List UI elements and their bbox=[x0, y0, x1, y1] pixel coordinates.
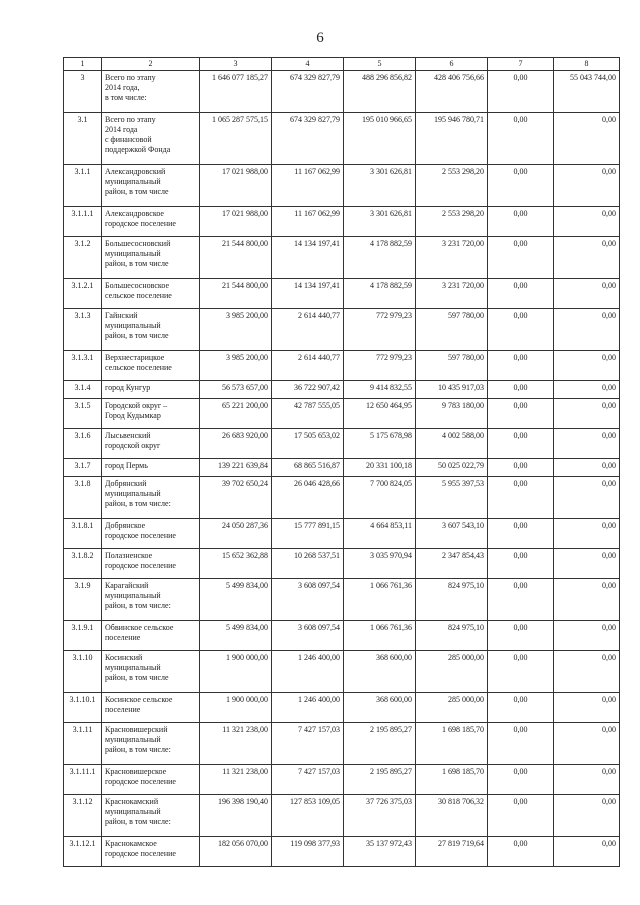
row-number: 3.1.2.1 bbox=[64, 279, 102, 309]
cell-col5: 5 175 678,98 bbox=[344, 429, 416, 459]
cell-col5: 1 066 761,36 bbox=[344, 579, 416, 621]
cell-col4: 3 608 097,54 bbox=[272, 579, 344, 621]
cell-col7: 0,00 bbox=[488, 549, 554, 579]
cell-col6: 27 819 719,64 bbox=[416, 837, 488, 867]
cell-col4: 15 777 891,15 bbox=[272, 519, 344, 549]
row-name: Добрянский муниципальный район, в том числе: bbox=[102, 477, 200, 519]
column-header: 7 bbox=[488, 58, 554, 71]
cell-col4: 14 134 197,41 bbox=[272, 279, 344, 309]
table-row bbox=[64, 399, 620, 429]
cell-col4: 3 608 097,54 bbox=[272, 621, 344, 651]
table-row bbox=[64, 207, 620, 237]
row-name: Всего по этапу 2014 года с финансовой поддержкой Фонда bbox=[102, 113, 200, 165]
cell-col3: 21 544 800,00 bbox=[200, 279, 272, 309]
row-number: 3.1.8 bbox=[64, 477, 102, 519]
cell-col6: 285 000,00 bbox=[416, 693, 488, 723]
cell-col3: 26 683 920,00 bbox=[200, 429, 272, 459]
row-number: 3.1.6 bbox=[64, 429, 102, 459]
table-row bbox=[64, 519, 620, 549]
row-number: 3.1.12.1 bbox=[64, 837, 102, 867]
cell-col3: 15 652 362,88 bbox=[200, 549, 272, 579]
cell-col6: 597 780,00 bbox=[416, 309, 488, 351]
cell-col8: 0,00 bbox=[554, 113, 620, 165]
cell-col7: 0,00 bbox=[488, 621, 554, 651]
cell-col8: 0,00 bbox=[554, 765, 620, 795]
row-number: 3.1.8.1 bbox=[64, 519, 102, 549]
cell-col6: 4 002 588,00 bbox=[416, 429, 488, 459]
cell-col8: 0,00 bbox=[554, 279, 620, 309]
cell-col8: 0,00 bbox=[554, 621, 620, 651]
row-number: 3.1 bbox=[64, 113, 102, 165]
table-row bbox=[64, 651, 620, 693]
cell-col3: 56 573 657,00 bbox=[200, 381, 272, 399]
row-number: 3.1.11 bbox=[64, 723, 102, 765]
row-name: Красновишерское городское поселение bbox=[102, 765, 200, 795]
cell-col5: 20 331 100,18 bbox=[344, 459, 416, 477]
cell-col6: 50 025 022,79 bbox=[416, 459, 488, 477]
row-number: 3.1.10.1 bbox=[64, 693, 102, 723]
cell-col7: 0,00 bbox=[488, 279, 554, 309]
cell-col7: 0,00 bbox=[488, 165, 554, 207]
cell-col6: 597 780,00 bbox=[416, 351, 488, 381]
row-name: Краснокамский муниципальный район, в том числе: bbox=[102, 795, 200, 837]
cell-col5: 2 195 895,27 bbox=[344, 723, 416, 765]
cell-col7: 0,00 bbox=[488, 381, 554, 399]
cell-col5: 37 726 375,03 bbox=[344, 795, 416, 837]
cell-col7: 0,00 bbox=[488, 723, 554, 765]
cell-col8: 0,00 bbox=[554, 165, 620, 207]
row-name: Большесосновское сельское поселение bbox=[102, 279, 200, 309]
cell-col6: 1 698 185,70 bbox=[416, 723, 488, 765]
cell-col4: 68 865 516,87 bbox=[272, 459, 344, 477]
cell-col4: 2 614 440,77 bbox=[272, 351, 344, 381]
row-number: 3.1.9 bbox=[64, 579, 102, 621]
row-name: Всего по этапу 2014 года, в том числе: bbox=[102, 71, 200, 113]
table-row bbox=[64, 579, 620, 621]
cell-col4: 42 787 555,05 bbox=[272, 399, 344, 429]
row-name: Карагайский муниципальный район, в том числе: bbox=[102, 579, 200, 621]
cell-col7: 0,00 bbox=[488, 237, 554, 279]
row-name: город Пермь bbox=[102, 459, 200, 477]
cell-col5: 772 979,23 bbox=[344, 351, 416, 381]
cell-col6: 3 607 543,10 bbox=[416, 519, 488, 549]
cell-col5: 4 178 882,59 bbox=[344, 279, 416, 309]
cell-col6: 3 231 720,00 bbox=[416, 237, 488, 279]
row-name: Краснокамское городское поселение bbox=[102, 837, 200, 867]
cell-col8: 0,00 bbox=[554, 237, 620, 279]
column-header: 4 bbox=[272, 58, 344, 71]
cell-col7: 0,00 bbox=[488, 459, 554, 477]
column-header: 8 bbox=[554, 58, 620, 71]
column-header: 1 bbox=[64, 58, 102, 71]
cell-col5: 12 650 464,95 bbox=[344, 399, 416, 429]
cell-col3: 3 985 200,00 bbox=[200, 309, 272, 351]
cell-col4: 17 505 653,02 bbox=[272, 429, 344, 459]
cell-col4: 36 722 907,42 bbox=[272, 381, 344, 399]
cell-col6: 10 435 917,03 bbox=[416, 381, 488, 399]
cell-col8: 55 043 744,00 bbox=[554, 71, 620, 113]
budget-table bbox=[63, 57, 620, 867]
cell-col7: 0,00 bbox=[488, 693, 554, 723]
cell-col6: 5 955 397,53 bbox=[416, 477, 488, 519]
cell-col8: 0,00 bbox=[554, 459, 620, 477]
table-row bbox=[64, 723, 620, 765]
cell-col3: 1 646 077 185,27 bbox=[200, 71, 272, 113]
cell-col7: 0,00 bbox=[488, 309, 554, 351]
cell-col4: 14 134 197,41 bbox=[272, 237, 344, 279]
cell-col7: 0,00 bbox=[488, 477, 554, 519]
row-name: Обвинское сельское поселение bbox=[102, 621, 200, 651]
cell-col5: 368 600,00 bbox=[344, 693, 416, 723]
row-number: 3.1.11.1 bbox=[64, 765, 102, 795]
cell-col4: 1 246 400,00 bbox=[272, 693, 344, 723]
cell-col3: 21 544 800,00 bbox=[200, 237, 272, 279]
row-number: 3.1.1.1 bbox=[64, 207, 102, 237]
cell-col7: 0,00 bbox=[488, 765, 554, 795]
cell-col6: 30 818 706,32 bbox=[416, 795, 488, 837]
cell-col6: 285 000,00 bbox=[416, 651, 488, 693]
row-name: город Кунгур bbox=[102, 381, 200, 399]
cell-col8: 0,00 bbox=[554, 207, 620, 237]
cell-col5: 195 010 966,65 bbox=[344, 113, 416, 165]
cell-col7: 0,00 bbox=[488, 837, 554, 867]
row-name: Полазненское городское поселение bbox=[102, 549, 200, 579]
table-row bbox=[64, 549, 620, 579]
cell-col6: 1 698 185,70 bbox=[416, 765, 488, 795]
row-number: 3.1.1 bbox=[64, 165, 102, 207]
cell-col3: 5 499 834,00 bbox=[200, 621, 272, 651]
cell-col7: 0,00 bbox=[488, 795, 554, 837]
cell-col5: 1 066 761,36 bbox=[344, 621, 416, 651]
cell-col4: 127 853 109,05 bbox=[272, 795, 344, 837]
table-row bbox=[64, 837, 620, 867]
cell-col5: 35 137 972,43 bbox=[344, 837, 416, 867]
cell-col5: 4 664 853,11 bbox=[344, 519, 416, 549]
cell-col8: 0,00 bbox=[554, 579, 620, 621]
row-name: Лысьвенский городской округ bbox=[102, 429, 200, 459]
cell-col3: 24 050 287,36 bbox=[200, 519, 272, 549]
table-row bbox=[64, 429, 620, 459]
row-number: 3.1.2 bbox=[64, 237, 102, 279]
cell-col8: 0,00 bbox=[554, 693, 620, 723]
cell-col7: 0,00 bbox=[488, 351, 554, 381]
table-row bbox=[64, 279, 620, 309]
row-number: 3.1.8.2 bbox=[64, 549, 102, 579]
table-row bbox=[64, 381, 620, 399]
column-header: 6 bbox=[416, 58, 488, 71]
table-row bbox=[64, 71, 620, 113]
row-number: 3.1.3.1 bbox=[64, 351, 102, 381]
cell-col4: 2 614 440,77 bbox=[272, 309, 344, 351]
cell-col3: 139 221 639,84 bbox=[200, 459, 272, 477]
cell-col4: 11 167 062,99 bbox=[272, 207, 344, 237]
table-row bbox=[64, 477, 620, 519]
cell-col7: 0,00 bbox=[488, 651, 554, 693]
row-name: Гайнский муниципальный район, в том числе bbox=[102, 309, 200, 351]
cell-col7: 0,00 bbox=[488, 71, 554, 113]
cell-col5: 7 700 824,05 bbox=[344, 477, 416, 519]
table-row bbox=[64, 113, 620, 165]
cell-col3: 5 499 834,00 bbox=[200, 579, 272, 621]
row-name: Косинское сельское поселение bbox=[102, 693, 200, 723]
cell-col7: 0,00 bbox=[488, 579, 554, 621]
cell-col4: 10 268 537,51 bbox=[272, 549, 344, 579]
cell-col7: 0,00 bbox=[488, 207, 554, 237]
row-number: 3 bbox=[64, 71, 102, 113]
cell-col3: 11 321 238,00 bbox=[200, 765, 272, 795]
cell-col8: 0,00 bbox=[554, 381, 620, 399]
row-name: Красновишерский муниципальный район, в том числе: bbox=[102, 723, 200, 765]
cell-col7: 0,00 bbox=[488, 113, 554, 165]
cell-col8: 0,00 bbox=[554, 723, 620, 765]
cell-col3: 39 702 650,24 bbox=[200, 477, 272, 519]
row-name: Косинский муниципальный район, в том числе bbox=[102, 651, 200, 693]
table-row bbox=[64, 237, 620, 279]
cell-col8: 0,00 bbox=[554, 651, 620, 693]
table-row bbox=[64, 351, 620, 381]
cell-col4: 1 246 400,00 bbox=[272, 651, 344, 693]
row-name: Добрянское городское поселение bbox=[102, 519, 200, 549]
cell-col5: 4 178 882,59 bbox=[344, 237, 416, 279]
table-header-row bbox=[64, 58, 620, 71]
row-number: 3.1.10 bbox=[64, 651, 102, 693]
cell-col4: 119 098 377,93 bbox=[272, 837, 344, 867]
row-number: 3.1.9.1 bbox=[64, 621, 102, 651]
cell-col5: 2 195 895,27 bbox=[344, 765, 416, 795]
cell-col3: 1 065 287 575,15 bbox=[200, 113, 272, 165]
row-name: Большесосновский муниципальный район, в том числе bbox=[102, 237, 200, 279]
cell-col6: 2 347 854,43 bbox=[416, 549, 488, 579]
cell-col5: 3 301 626,81 bbox=[344, 165, 416, 207]
cell-col8: 0,00 bbox=[554, 549, 620, 579]
table-row bbox=[64, 765, 620, 795]
cell-col3: 3 985 200,00 bbox=[200, 351, 272, 381]
cell-col8: 0,00 bbox=[554, 837, 620, 867]
page-number: 6 bbox=[316, 30, 324, 46]
row-name: Верхнестарицкое сельское поселение bbox=[102, 351, 200, 381]
column-header: 2 bbox=[102, 58, 200, 71]
row-number: 3.1.3 bbox=[64, 309, 102, 351]
cell-col6: 824 975,10 bbox=[416, 621, 488, 651]
row-name: Александровский муниципальный район, в том числе bbox=[102, 165, 200, 207]
cell-col3: 196 398 190,40 bbox=[200, 795, 272, 837]
cell-col6: 2 553 298,20 bbox=[416, 165, 488, 207]
cell-col6: 3 231 720,00 bbox=[416, 279, 488, 309]
row-number: 3.1.4 bbox=[64, 381, 102, 399]
column-header: 5 bbox=[344, 58, 416, 71]
cell-col6: 9 783 180,00 bbox=[416, 399, 488, 429]
cell-col8: 0,00 bbox=[554, 477, 620, 519]
cell-col5: 368 600,00 bbox=[344, 651, 416, 693]
table-row bbox=[64, 795, 620, 837]
column-header: 3 bbox=[200, 58, 272, 71]
cell-col7: 0,00 bbox=[488, 519, 554, 549]
cell-col4: 26 046 428,66 bbox=[272, 477, 344, 519]
cell-col3: 182 056 070,00 bbox=[200, 837, 272, 867]
row-number: 3.1.5 bbox=[64, 399, 102, 429]
row-name: Городской округ – Город Кудымкар bbox=[102, 399, 200, 429]
cell-col7: 0,00 bbox=[488, 399, 554, 429]
cell-col4: 7 427 157,03 bbox=[272, 723, 344, 765]
table-row bbox=[64, 165, 620, 207]
cell-col6: 2 553 298,20 bbox=[416, 207, 488, 237]
cell-col6: 428 406 756,66 bbox=[416, 71, 488, 113]
cell-col5: 9 414 832,55 bbox=[344, 381, 416, 399]
cell-col8: 0,00 bbox=[554, 519, 620, 549]
cell-col4: 7 427 157,03 bbox=[272, 765, 344, 795]
cell-col4: 11 167 062,99 bbox=[272, 165, 344, 207]
cell-col5: 3 035 970,94 bbox=[344, 549, 416, 579]
cell-col6: 824 975,10 bbox=[416, 579, 488, 621]
table-row bbox=[64, 693, 620, 723]
row-name: Александровское городское поселение bbox=[102, 207, 200, 237]
cell-col8: 0,00 bbox=[554, 399, 620, 429]
cell-col3: 11 321 238,00 bbox=[200, 723, 272, 765]
cell-col5: 772 979,23 bbox=[344, 309, 416, 351]
cell-col8: 0,00 bbox=[554, 795, 620, 837]
table-row bbox=[64, 459, 620, 477]
cell-col3: 17 021 988,00 bbox=[200, 165, 272, 207]
cell-col3: 17 021 988,00 bbox=[200, 207, 272, 237]
cell-col7: 0,00 bbox=[488, 429, 554, 459]
cell-col8: 0,00 bbox=[554, 309, 620, 351]
cell-col4: 674 329 827,79 bbox=[272, 113, 344, 165]
cell-col5: 3 301 626,81 bbox=[344, 207, 416, 237]
cell-col8: 0,00 bbox=[554, 351, 620, 381]
cell-col3: 1 900 000,00 bbox=[200, 651, 272, 693]
row-number: 3.1.12 bbox=[64, 795, 102, 837]
cell-col6: 195 946 780,71 bbox=[416, 113, 488, 165]
cell-col4: 674 329 827,79 bbox=[272, 71, 344, 113]
cell-col3: 1 900 000,00 bbox=[200, 693, 272, 723]
cell-col8: 0,00 bbox=[554, 429, 620, 459]
table-row bbox=[64, 621, 620, 651]
cell-col3: 65 221 200,00 bbox=[200, 399, 272, 429]
table-row bbox=[64, 309, 620, 351]
row-number: 3.1.7 bbox=[64, 459, 102, 477]
cell-col5: 488 296 856,82 bbox=[344, 71, 416, 113]
